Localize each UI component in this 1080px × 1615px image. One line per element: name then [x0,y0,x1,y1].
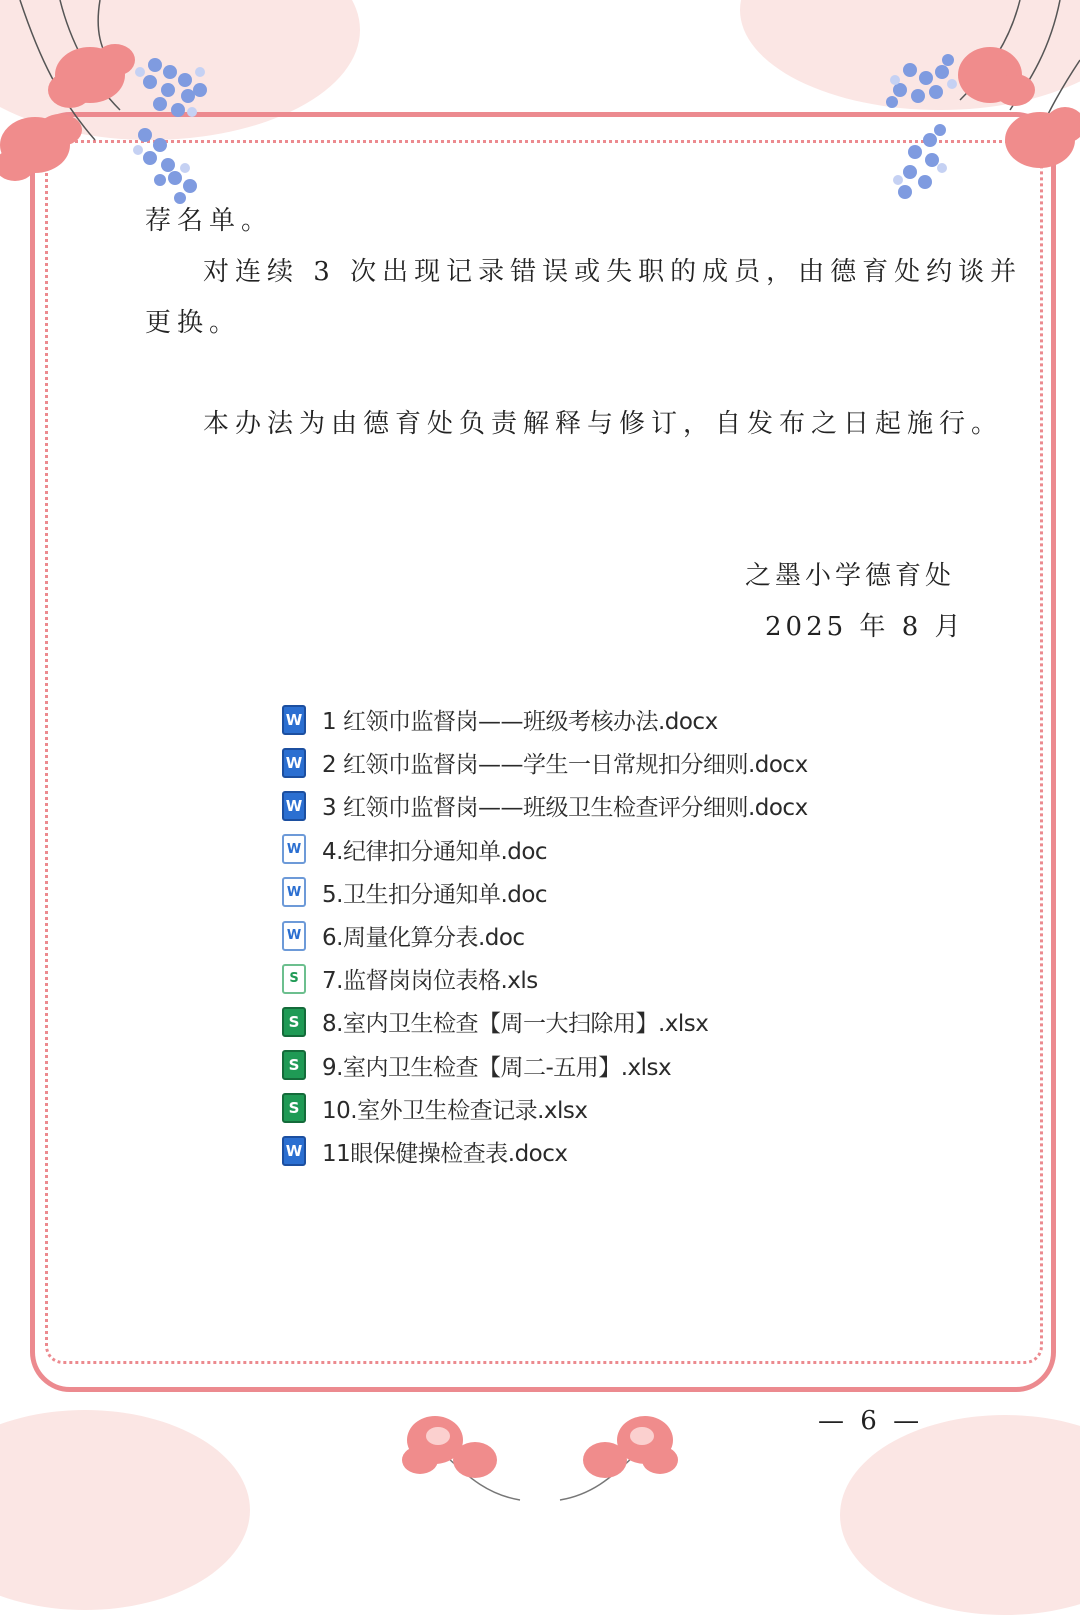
word-legacy-icon: W [282,834,306,864]
word-legacy-icon: W [282,877,306,907]
word-icon: W [282,748,306,778]
file-item[interactable] [282,741,902,784]
file-item[interactable] [282,828,902,871]
file-name: 7.监督岗岗位表格.xls [322,968,538,995]
word-icon: W [282,791,306,821]
corner-blob-bottom-right [840,1415,1080,1615]
attachment-file-list [282,698,902,1173]
file-name: 3 红领巾监督岗——班级卫生检查评分细则.docx [322,795,808,822]
spreadsheet-legacy-icon: S [282,964,306,994]
body-line: 荐名单。 [145,206,274,236]
corner-blob-bottom-left [0,1410,250,1610]
file-item[interactable] [282,1130,902,1173]
flower-decoration-top-right [870,0,1080,215]
body-line: 更换。 [145,308,242,338]
signature-org: 之墨小学德育处 [745,561,956,591]
file-name: 6.周量化算分表.doc [322,925,525,952]
file-name: 9.室内卫生检查【周二-五用】.xlsx [322,1054,672,1081]
file-item[interactable] [282,784,902,827]
file-item[interactable] [282,1044,902,1087]
signature-date: 2025 年 8 月 [765,612,965,642]
body-line: 对连续 3 次出现记录错误或失职的成员，由德育处约谈并 [203,257,1023,287]
file-name: 4.纪律扣分通知单.doc [322,838,548,865]
page-number: — 6 — [818,1406,924,1436]
file-name: 11眼保健操检查表.docx [322,1140,568,1167]
flower-decoration-bottom [390,1410,690,1520]
file-item[interactable] [282,957,902,1000]
file-name: 8.室内卫生检查【周一大扫除用】.xlsx [322,1011,709,1038]
file-item[interactable] [282,1087,902,1130]
word-icon: W [282,705,306,735]
file-item[interactable] [282,1000,902,1043]
spreadsheet-icon: S [282,1007,306,1037]
file-name: 10.室外卫生检查记录.xlsx [322,1097,588,1124]
file-item[interactable] [282,871,902,914]
file-item[interactable] [282,698,902,741]
word-icon: W [282,1136,306,1166]
spreadsheet-icon: S [282,1050,306,1080]
file-name: 1 红领巾监督岗——班级考核办法.docx [322,709,718,736]
file-name: 5.卫生扣分通知单.doc [322,881,548,908]
file-item[interactable] [282,914,902,957]
word-legacy-icon: W [282,921,306,951]
flower-decoration-top-left [0,0,230,220]
spreadsheet-icon: S [282,1093,306,1123]
body-line: 本办法为由德育处负责解释与修订，自发布之日起施行。 [203,409,1004,439]
file-name: 2 红领巾监督岗——学生一日常规扣分细则.docx [322,752,808,779]
